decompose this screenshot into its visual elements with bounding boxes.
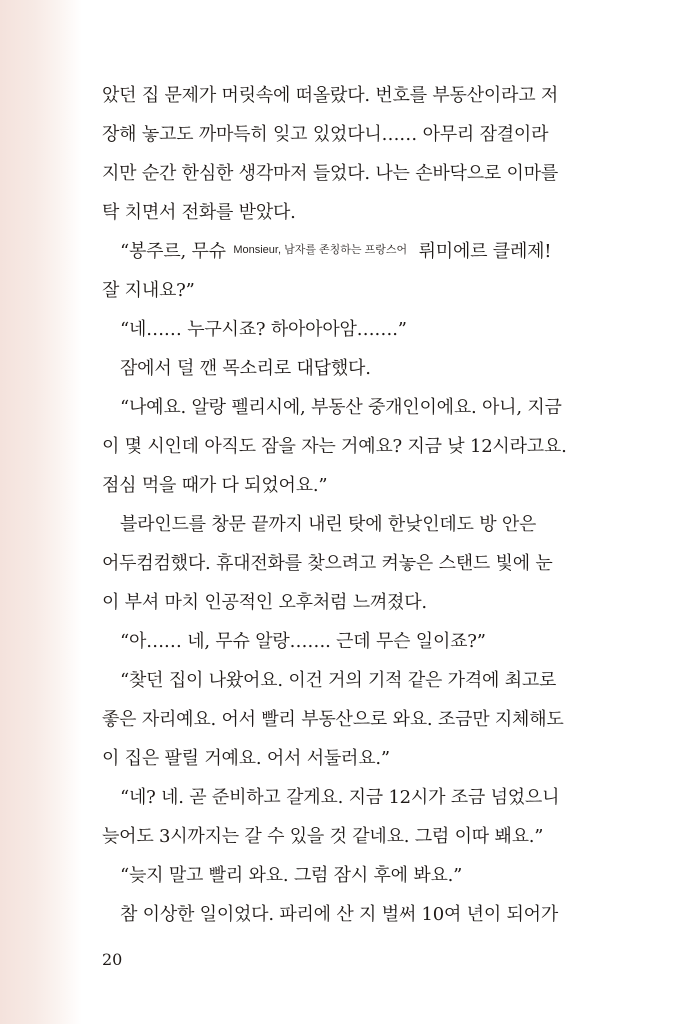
text-line: 참 이상한 일이었다. 파리에 산 지 벌써 10여 년이 되어가 xyxy=(120,904,559,925)
text-line: 좋은 자리예요. 어서 빨리 부동산으로 와요. 조금만 지체해도 xyxy=(102,709,564,730)
text-line: 잘 지내요?” xyxy=(102,280,195,301)
text-line: “네…… 누구시죠? 하아아아암…….” xyxy=(120,319,407,340)
page-spine-shadow xyxy=(0,0,82,1024)
dialogue-text: 뤼미에르 클레제! xyxy=(418,241,552,262)
text-line: 이 집은 팔릴 거예요. 어서 서둘러요.” xyxy=(102,748,390,769)
text-line: 장해 놓고도 까마득히 잊고 있었다니…… 아무리 잠결이라 xyxy=(102,124,549,145)
text-line: 지만 순간 한심한 생각마저 들었다. 나는 손바닥으로 이마를 xyxy=(102,163,559,184)
text-line: 이 부셔 마치 인공적인 오후처럼 느껴졌다. xyxy=(102,592,427,613)
text-line: “아…… 네, 무슈 알랑……. 근데 무슨 일이죠?” xyxy=(120,631,486,652)
page-number: 20 xyxy=(102,950,123,969)
text-line: 어두컴컴했다. 휴대전화를 찾으려고 켜놓은 스탠드 빛에 눈 xyxy=(102,553,553,574)
text-line: “네? 네. 곧 준비하고 갈게요. 지금 12시가 조금 넘었으니 xyxy=(120,787,560,808)
dialogue-text: “봉주르, 무슈 xyxy=(120,241,226,262)
text-line: 았던 집 문제가 머릿속에 떠올랐다. 번호를 부동산이라고 저 xyxy=(102,85,559,106)
text-line: 이 몇 시인데 아직도 잠을 자는 거예요? 지금 낮 12시라고요. xyxy=(102,436,567,457)
text-line: 늦어도 3시까지는 갈 수 있을 것 같네요. 그럼 이따 봬요.” xyxy=(102,826,544,847)
text-line: “나예요. 알랑 펠리시에, 부동산 중개인이에요. 아니, 지금 xyxy=(120,397,562,418)
text-line: 잠에서 덜 깬 목소리로 대답했다. xyxy=(120,358,371,379)
text-line: “찾던 집이 나왔어요. 이건 거의 기적 같은 가격에 최고로 xyxy=(120,670,557,691)
dialogue-line-with-note xyxy=(102,232,554,271)
text-line: 점심 먹을 때가 다 되었어요.” xyxy=(102,475,328,496)
text-line: 탁 치면서 전화를 받았다. xyxy=(102,202,296,223)
translator-note: Monsieur, 남자를 존칭하는 프랑스어 xyxy=(233,244,408,256)
body-text xyxy=(102,76,567,934)
text-line: “늦지 말고 빨리 와요. 그럼 잠시 후에 봐요.” xyxy=(120,865,463,886)
text-line: 블라인드를 창문 끝까지 내린 탓에 한낮인데도 방 안은 xyxy=(120,514,537,535)
